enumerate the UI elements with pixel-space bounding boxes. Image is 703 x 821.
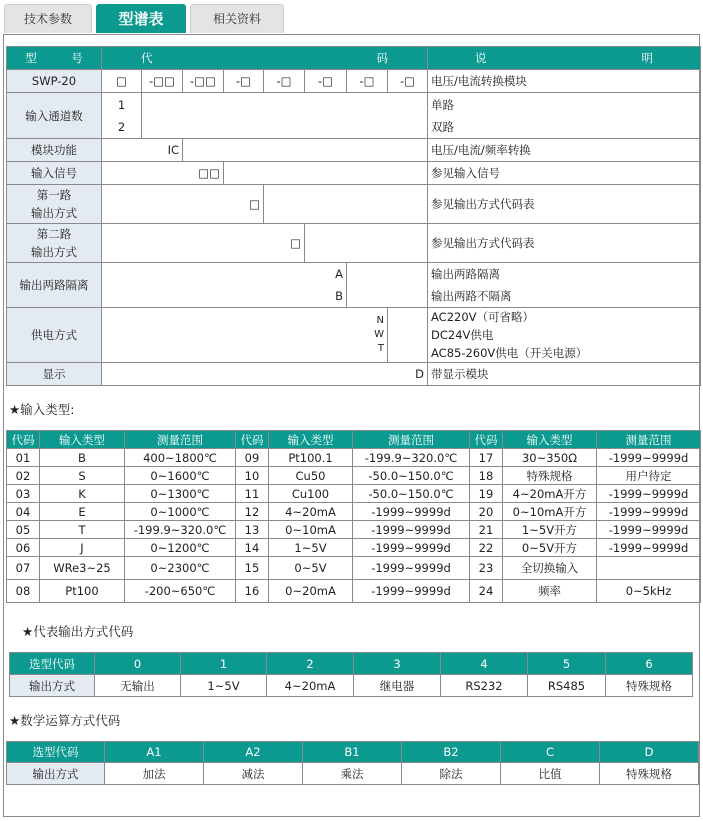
output-value: RS485 (528, 675, 606, 697)
input-type-name: 30~350Ω (503, 449, 597, 467)
input-type-code: 17 (470, 449, 503, 467)
input-type-code: 19 (470, 485, 503, 503)
input-code: □□ (102, 162, 224, 185)
tab-bar (0, 0, 703, 34)
empty-cell (388, 308, 428, 363)
input-type-code: 04 (7, 503, 40, 521)
input-type-name: Pt100 (40, 580, 125, 603)
input-types-table (6, 430, 701, 603)
empty-cell (264, 185, 428, 224)
input-type-code: 01 (7, 449, 40, 467)
code-cell: -□□ (142, 70, 183, 93)
channels-code-1: 1 (117, 97, 126, 112)
input-type-name: 特殊规格 (503, 467, 597, 485)
input-type-range: -1999~9999d (353, 557, 470, 580)
input-type-row (7, 580, 701, 603)
header-model: 型 号 (7, 47, 102, 70)
input-type-code: 16 (236, 580, 269, 603)
code-cell: -□ (347, 70, 388, 93)
input-types-header (7, 431, 701, 449)
input-type-name: 0~10mA开方 (503, 503, 597, 521)
input-type-name: WRe3~25 (40, 557, 125, 580)
power-code-t: T (377, 343, 384, 354)
output-code: 3 (354, 653, 441, 675)
header-desc-right: 明 (641, 51, 653, 65)
math-codes-header (7, 742, 699, 763)
header-code (102, 47, 428, 70)
input-type-range: -1999~9999d (597, 539, 701, 557)
tab-model-spectrum[interactable]: 型谱表 (96, 4, 186, 33)
input-type-code: 14 (236, 539, 269, 557)
input-type-code: 05 (7, 521, 40, 539)
input-type-name: E (40, 503, 125, 521)
isolation-desc-cell (428, 263, 701, 308)
output-2-desc: 参见输出方式代码表 (428, 224, 701, 263)
input-type-range: 0~1200℃ (125, 539, 236, 557)
isolation-code-a: A (335, 267, 343, 281)
code-cell: -□□ (183, 70, 224, 93)
input-type-code: 12 (236, 503, 269, 521)
input-type-code: 15 (236, 557, 269, 580)
input-type-row (7, 539, 701, 557)
output-value: 继电器 (354, 675, 441, 697)
math-value: 减法 (204, 763, 303, 785)
header-input-type: 输入类型 (40, 431, 125, 449)
input-type-range: -1999~9999d (597, 449, 701, 467)
header-code: 代码 (7, 431, 40, 449)
input-type-name: K (40, 485, 125, 503)
header-desc-left: 说 (475, 51, 487, 65)
math-codes-row-label: 输出方式 (7, 763, 105, 785)
input-type-row (7, 503, 701, 521)
code-cell: -□ (388, 70, 428, 93)
output-1-code: □ (102, 185, 264, 224)
input-type-row (7, 521, 701, 539)
power-code-w: W (374, 329, 384, 340)
math-value: 乘法 (303, 763, 402, 785)
row-output-2-label (7, 224, 102, 263)
header-code-left: 代 (141, 51, 153, 65)
output-2-label-line2: 输出方式 (31, 245, 77, 259)
output-codes-title: ★代表输出方式代码 (22, 624, 134, 639)
input-type-range: -1999~9999d (353, 539, 470, 557)
output-1-label-line1: 第一路 (36, 188, 72, 202)
input-type-name: Cu100 (269, 485, 353, 503)
input-types-title: ★输入类型: (9, 402, 75, 417)
row-swp (7, 70, 701, 93)
input-desc: 参见输入信号 (428, 162, 701, 185)
code-cell: -□ (264, 70, 305, 93)
output-codes-row-label: 输出方式 (10, 675, 95, 697)
input-type-code: 13 (236, 521, 269, 539)
power-desc-t: AC85-260V供电（开关电源） (431, 346, 588, 360)
function-code: IC (102, 139, 183, 162)
output-2-code: □ (102, 224, 305, 263)
output-code: 2 (267, 653, 354, 675)
row-power (7, 308, 701, 363)
input-type-name: 0~5V (269, 557, 353, 580)
input-type-row (7, 467, 701, 485)
input-type-row (7, 557, 701, 580)
output-code: 6 (606, 653, 693, 675)
function-desc: 电压/电流/频率转换 (428, 139, 701, 162)
tab-tech-params[interactable]: 技术参数 (4, 4, 92, 33)
empty-cell (142, 93, 428, 139)
output-code: 4 (441, 653, 528, 675)
input-type-code: 07 (7, 557, 40, 580)
input-type-code: 20 (470, 503, 503, 521)
math-code: A1 (105, 742, 204, 763)
row-output-1 (7, 185, 701, 224)
output-value: 无输出 (95, 675, 181, 697)
input-type-name: 1~5V (269, 539, 353, 557)
math-code: B1 (303, 742, 402, 763)
output-2-label-line1: 第二路 (36, 227, 72, 241)
channels-desc-cell (428, 93, 701, 139)
input-type-range: -50.0~150.0℃ (353, 485, 470, 503)
output-value: 特殊规格 (606, 675, 693, 697)
input-type-range: -200~650℃ (125, 580, 236, 603)
code-cell: -□ (224, 70, 264, 93)
row-swp-desc: 电压/电流转换模块 (428, 70, 701, 93)
header-range: 测量范围 (125, 431, 236, 449)
input-type-name: B (40, 449, 125, 467)
header-range: 测量范围 (353, 431, 470, 449)
channels-desc-1: 单路 (431, 97, 454, 112)
header-input-type: 输入类型 (503, 431, 597, 449)
input-type-code: 23 (470, 557, 503, 580)
input-type-range: -1999~9999d (597, 503, 701, 521)
input-type-code: 09 (236, 449, 269, 467)
row-output-1-label (7, 185, 102, 224)
input-type-range: 用户待定 (597, 467, 701, 485)
input-type-row (7, 449, 701, 467)
input-type-range: -199.9~320.0℃ (353, 449, 470, 467)
power-desc-n: AC220V（可省略） (431, 310, 535, 324)
model-code-table (6, 46, 701, 386)
input-type-code: 18 (470, 467, 503, 485)
power-code-n: N (376, 315, 384, 326)
output-codes-table (9, 652, 693, 697)
input-type-range: 0~5kHz (597, 580, 701, 603)
row-isolation-label: 输出两路隔离 (7, 263, 102, 308)
input-type-range: -50.0~150.0℃ (353, 467, 470, 485)
input-type-name: 4~20mA (269, 503, 353, 521)
output-code: 5 (528, 653, 606, 675)
channels-desc-2: 双路 (431, 119, 454, 134)
input-type-code: 02 (7, 467, 40, 485)
input-type-range: -199.9~320.0℃ (125, 521, 236, 539)
math-value: 除法 (402, 763, 501, 785)
input-type-name: 0~5V开方 (503, 539, 597, 557)
output-codes-row (10, 675, 693, 697)
input-type-range: 0~2300℃ (125, 557, 236, 580)
math-value: 特殊规格 (600, 763, 699, 785)
header-code: 代码 (470, 431, 503, 449)
row-function-label: 模块功能 (7, 139, 102, 162)
output-value: 1~5V (181, 675, 267, 697)
input-type-name: S (40, 467, 125, 485)
input-type-range (597, 557, 701, 580)
input-type-range: -1999~9999d (353, 503, 470, 521)
input-type-range: -1999~9999d (353, 580, 470, 603)
output-value: RS232 (441, 675, 528, 697)
row-swp-label: SWP-20 (7, 70, 102, 93)
row-input-label: 输入信号 (7, 162, 102, 185)
input-type-code: 03 (7, 485, 40, 503)
isolation-code-b: B (335, 289, 343, 303)
header-code-right: 码 (376, 51, 388, 65)
input-type-name: Pt100.1 (269, 449, 353, 467)
math-codes-row (7, 763, 699, 785)
row-channels-label: 输入通道数 (7, 93, 102, 139)
empty-cell (305, 224, 428, 263)
input-type-name: T (40, 521, 125, 539)
row-function (7, 139, 701, 162)
row-power-label: 供电方式 (7, 308, 102, 363)
output-1-label-line2: 输出方式 (31, 206, 77, 220)
input-type-range: -1999~9999d (597, 521, 701, 539)
power-desc-w: DC24V供电 (431, 328, 494, 342)
header-code: 代码 (236, 431, 269, 449)
math-code: A2 (204, 742, 303, 763)
output-code: 1 (181, 653, 267, 675)
input-type-code: 10 (236, 467, 269, 485)
isolation-code-cell (102, 263, 347, 308)
math-value: 加法 (105, 763, 204, 785)
input-type-range: 0~1600℃ (125, 467, 236, 485)
input-type-code: 24 (470, 580, 503, 603)
empty-cell (224, 162, 428, 185)
math-codes-header-label: 选型代码 (7, 742, 105, 763)
input-type-name: 频率 (503, 580, 597, 603)
header-input-type: 输入类型 (269, 431, 353, 449)
input-type-code: 06 (7, 539, 40, 557)
channels-code-2: 2 (117, 119, 126, 134)
header-range: 测量范围 (597, 431, 701, 449)
display-code: D (102, 363, 428, 386)
input-type-range: 400~1800℃ (125, 449, 236, 467)
isolation-desc-a: 输出两路隔离 (431, 267, 500, 281)
row-isolation (7, 263, 701, 308)
math-code: D (600, 742, 699, 763)
header-desc (428, 47, 701, 70)
input-type-name: J (40, 539, 125, 557)
power-desc-cell (428, 308, 701, 363)
input-type-name: 0~20mA (269, 580, 353, 603)
input-type-name: 1~5V开方 (503, 521, 597, 539)
row-channels (7, 93, 701, 139)
display-desc: 带显示模块 (428, 363, 701, 386)
row-display (7, 363, 701, 386)
input-type-code: 22 (470, 539, 503, 557)
input-type-name: Cu50 (269, 467, 353, 485)
isolation-desc-b: 输出两路不隔离 (431, 289, 512, 303)
row-output-2 (7, 224, 701, 263)
input-type-name: 4~20mA开方 (503, 485, 597, 503)
power-code-cell (102, 308, 388, 363)
math-value: 比值 (501, 763, 600, 785)
tab-related-docs[interactable]: 相关资料 (190, 4, 284, 33)
input-type-code: 21 (470, 521, 503, 539)
input-type-name: 全切换输入 (503, 557, 597, 580)
channels-code-cell (102, 93, 142, 139)
empty-cell (347, 263, 428, 308)
output-codes-header-label: 选型代码 (10, 653, 95, 675)
math-code: B2 (402, 742, 501, 763)
math-code: C (501, 742, 600, 763)
math-codes-table (6, 741, 699, 785)
input-type-code: 08 (7, 580, 40, 603)
output-1-desc: 参见输出方式代码表 (428, 185, 701, 224)
model-table-header (7, 47, 701, 70)
input-type-code: 11 (236, 485, 269, 503)
input-type-range: 0~1300℃ (125, 485, 236, 503)
row-display-label: 显示 (7, 363, 102, 386)
math-codes-title: ★数学运算方式代码 (9, 713, 121, 728)
empty-cell (183, 139, 428, 162)
output-code: 0 (95, 653, 181, 675)
input-type-range: -1999~9999d (597, 485, 701, 503)
output-value: 4~20mA (267, 675, 354, 697)
code-cell: □ (102, 70, 142, 93)
output-codes-header (10, 653, 693, 675)
input-type-name: 0~10mA (269, 521, 353, 539)
input-type-range: -1999~9999d (353, 521, 470, 539)
row-input (7, 162, 701, 185)
input-type-row (7, 485, 701, 503)
input-type-range: 0~1000℃ (125, 503, 236, 521)
code-cell: -□ (305, 70, 347, 93)
